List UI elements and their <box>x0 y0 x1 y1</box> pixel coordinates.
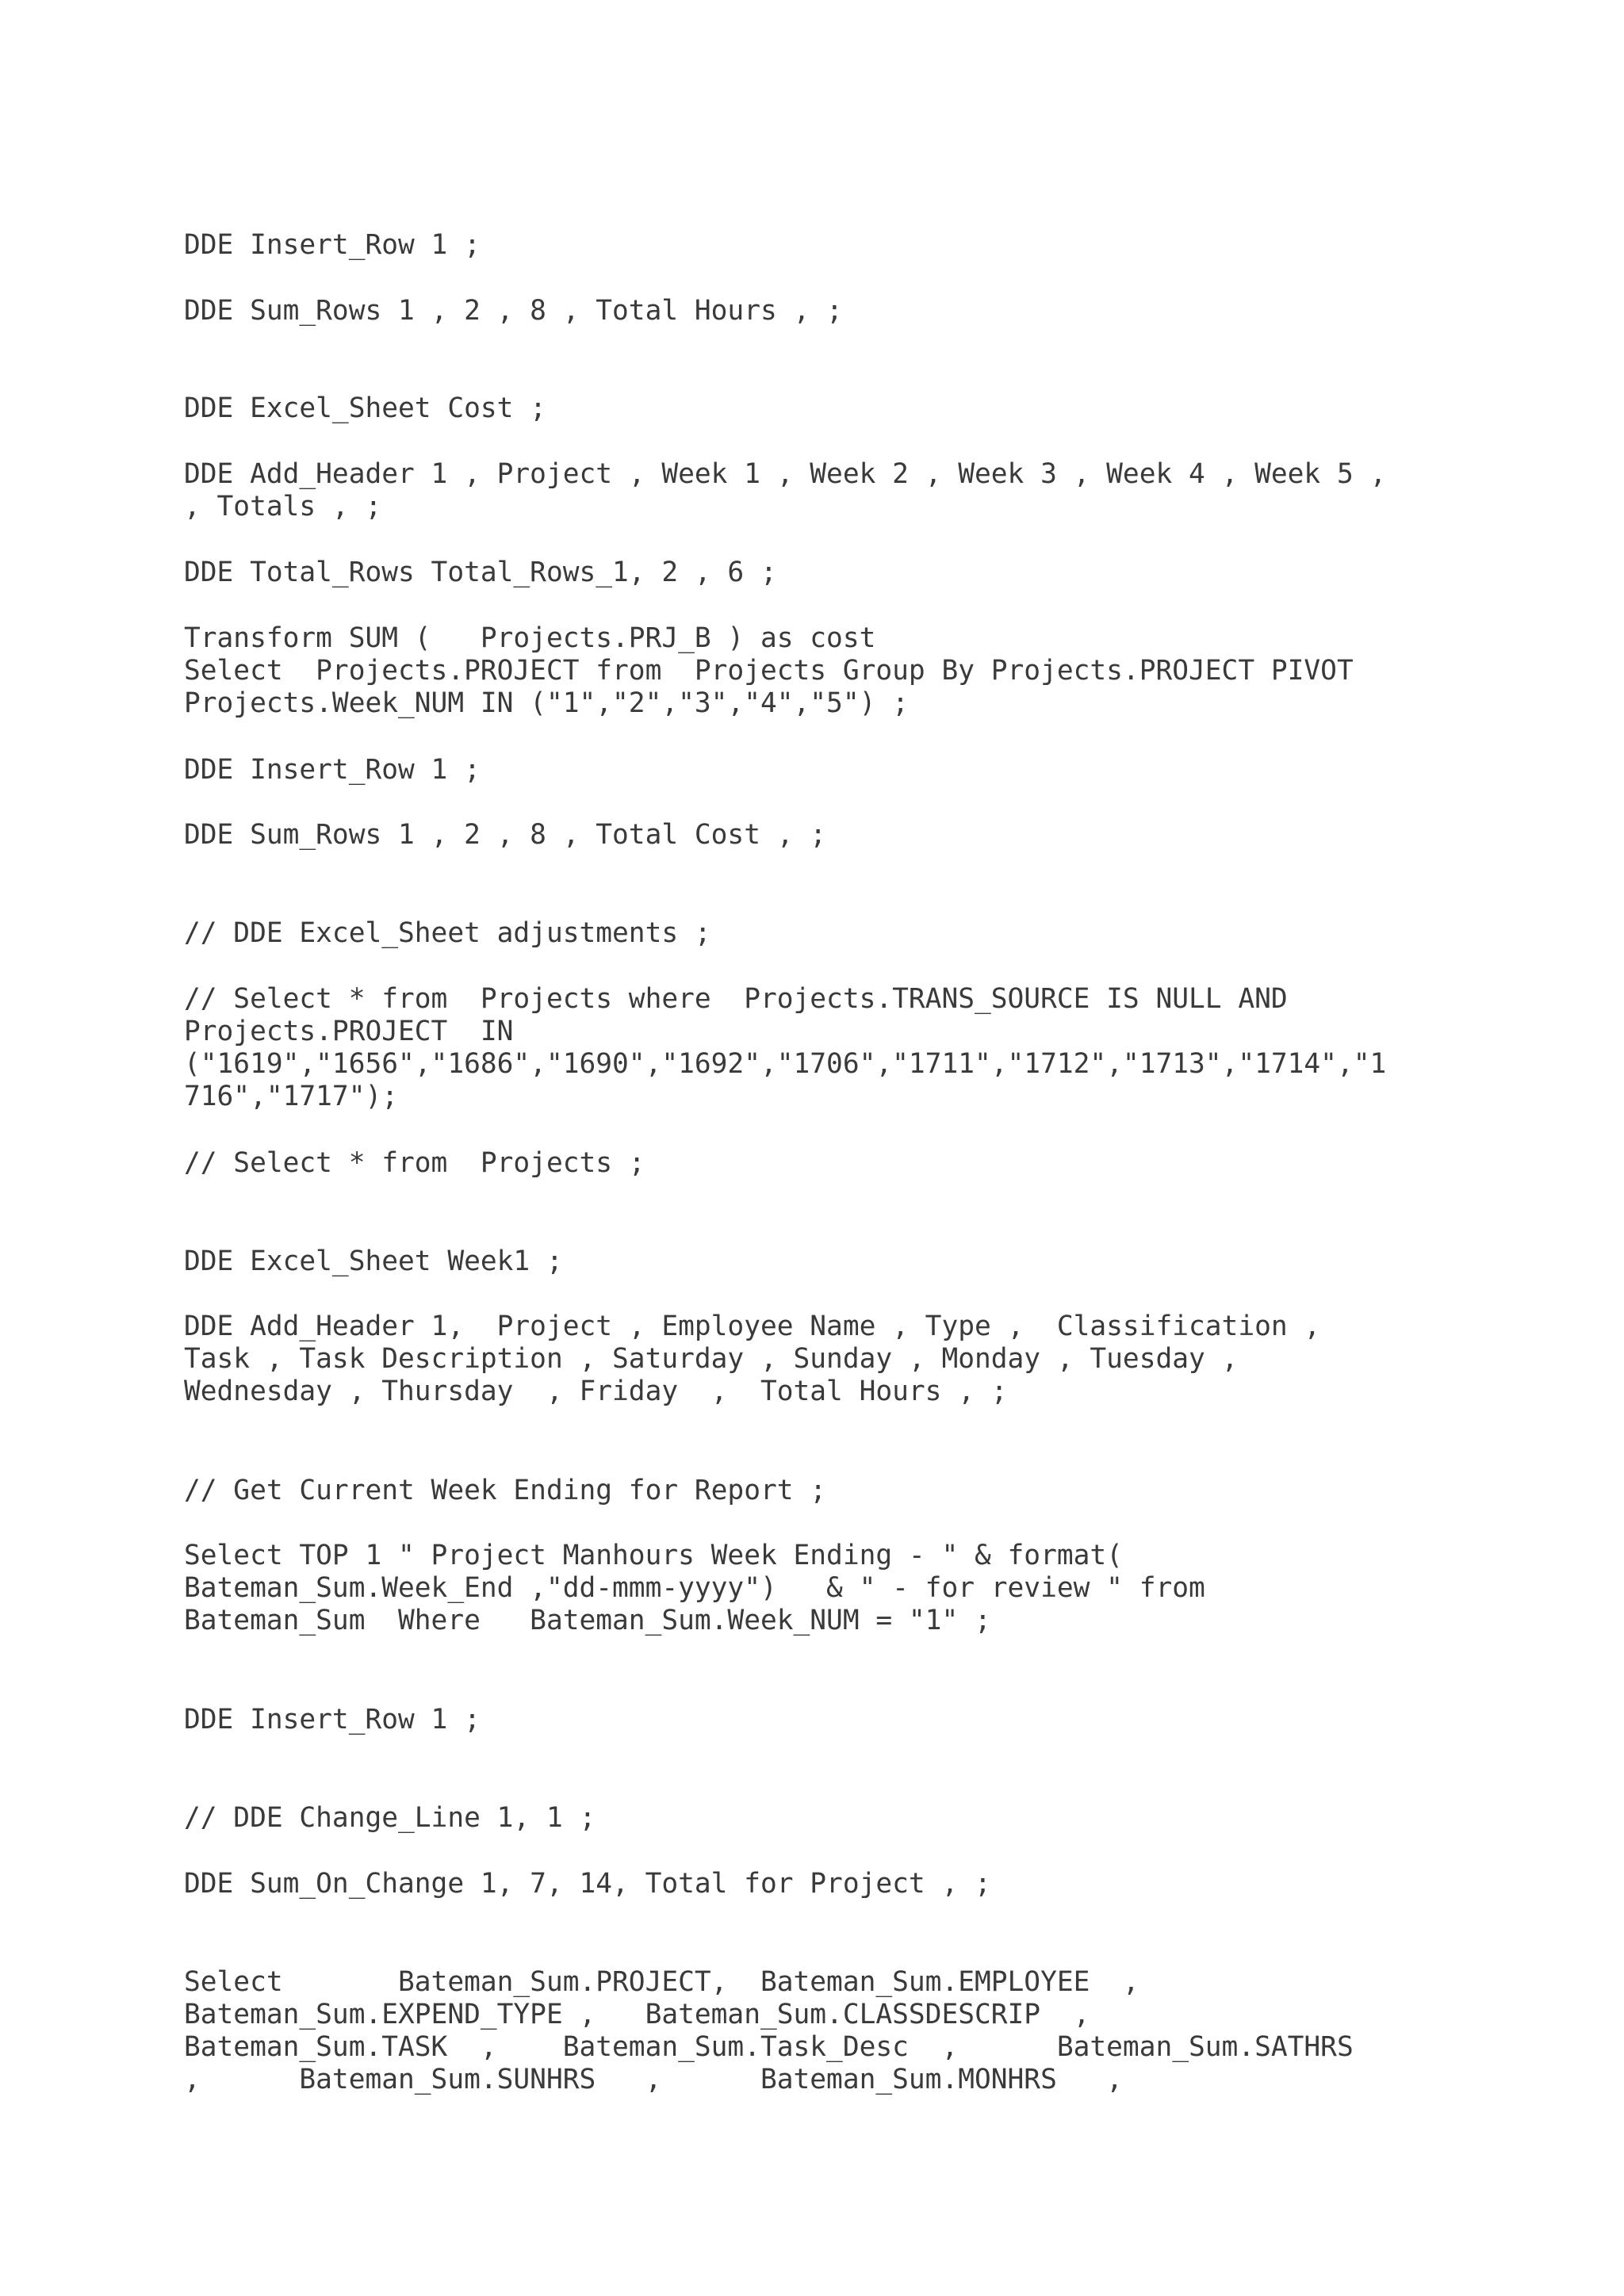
code-comment-change-line: // DDE Change_Line 1, 1 ; <box>184 1802 596 1834</box>
code-block-select-top-1: Select TOP 1 " Project Manhours Week Ending - " & format( Bateman_Sum.Week_End ,"dd-mmm-yyyy") & " - for review " from Bateman_Sum Where Bateman_Sum.Week_NUM = "1" ; <box>184 1540 1205 1636</box>
code-block-select-bateman-sum: Select Bateman_Sum.PROJECT, Bateman_Sum.EMPLOYEE , Bateman_Sum.EXPEND_TYPE , Bateman_Sum.CLASSDESCRIP , Bateman_Sum.TASK , Bateman_Sum.Task_Desc , Bateman_Sum.SATHRS , Bateman_Sum.SUNHRS , Bateman_Sum.MONHRS , <box>184 1966 1354 2095</box>
code-line-sum-on-change: DDE Sum_On_Change 1, 7, 14, Total for Project , ; <box>184 1868 991 1900</box>
code-line-insert-row: DDE Insert_Row 1 ; <box>184 1704 481 1735</box>
code-comment-get-week-ending: // Get Current Week Ending for Report ; <box>184 1475 827 1506</box>
code-block-transform-sum: Transform SUM ( Projects.PRJ_B ) as cost Select Projects.PROJECT from Projects Group By Projects.PROJECT PIVOT Projects.Week_NUM IN ("1","2","3","4","5") ; <box>184 622 1354 719</box>
code-comment-select-all: // Select * from Projects ; <box>184 1147 645 1179</box>
code-line-sum-rows-total-hours: DDE Sum_Rows 1 , 2 , 8 , Total Hours , ; <box>184 295 843 327</box>
code-line-total-rows: DDE Total_Rows Total_Rows_1, 2 , 6 ; <box>184 557 777 588</box>
code-line-excel-sheet-week1: DDE Excel_Sheet Week1 ; <box>184 1246 563 1277</box>
code-comment-select-trans-source: // Select * from Projects where Projects.TRANS_SOURCE IS NULL AND Projects.PROJECT IN ("1619","1656","1686","1690","1692","1706","1711","1712","1713","1714","1 716","1717"); <box>184 983 1387 1112</box>
code-block-add-header-days: DDE Add_Header 1, Project , Employee Name , Type , Classification , Task , Task Description , Saturday , Sunday , Monday , Tuesday , Wednesday , Thursday , Friday , Total Hours , ; <box>184 1311 1321 1407</box>
code-comment-excel-sheet-adjustments: // DDE Excel_Sheet adjustments ; <box>184 917 711 949</box>
code-line-sum-rows-total-cost: DDE Sum_Rows 1 , 2 , 8 , Total Cost , ; <box>184 819 827 851</box>
code-line-insert-row: DDE Insert_Row 1 ; <box>184 754 481 786</box>
code-line-insert-row: DDE Insert_Row 1 ; <box>184 229 481 261</box>
code-line-excel-sheet-cost: DDE Excel_Sheet Cost ; <box>184 392 546 424</box>
code-block-add-header-weeks: DDE Add_Header 1 , Project , Week 1 , Week 2 , Week 3 , Week 4 , Week 5 , , Totals , ; <box>184 458 1387 522</box>
